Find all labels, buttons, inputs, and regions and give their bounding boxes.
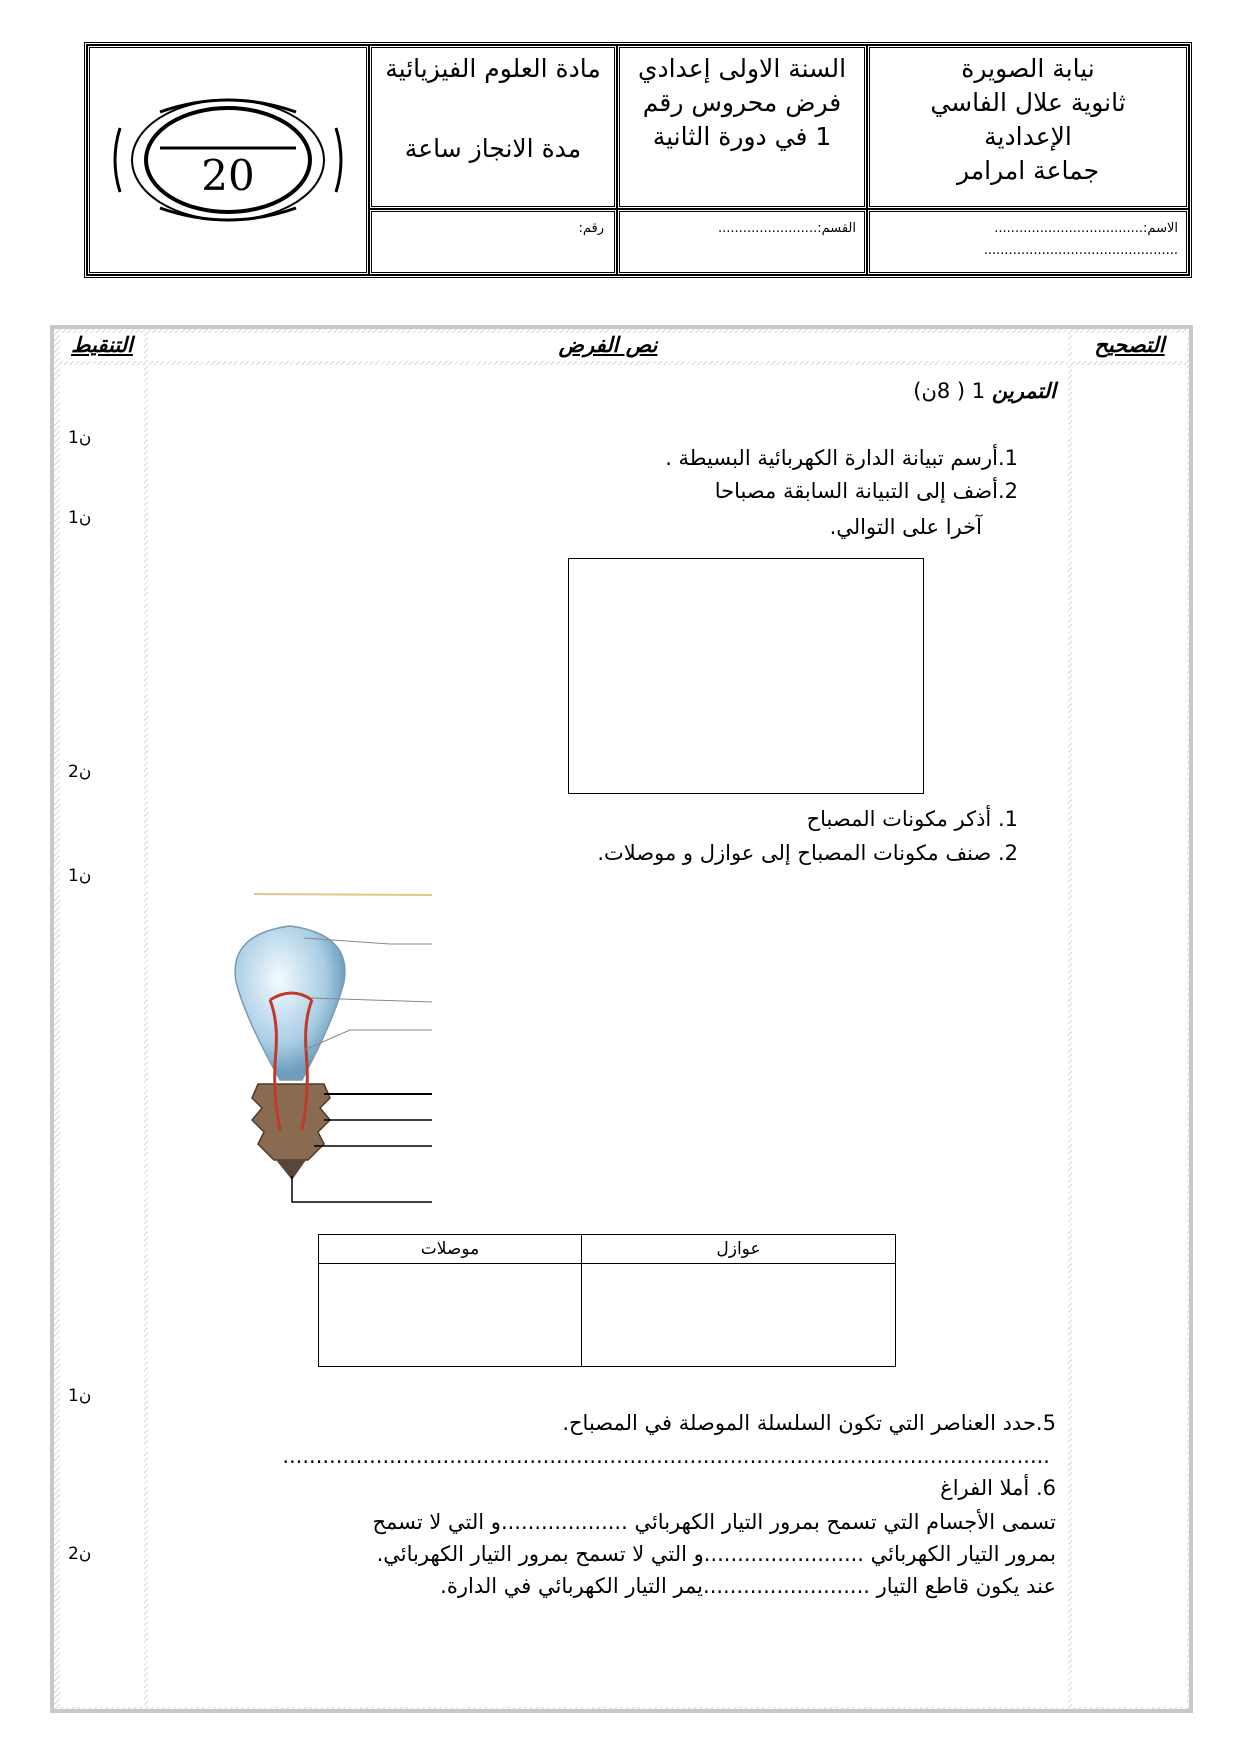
- lamp-diagram: [220, 890, 436, 1206]
- exam-text-header: نص الفرض: [148, 333, 1068, 361]
- school-cell: [867, 45, 1189, 209]
- question-2a: 2.أضف إلى التبيانة السابقة مصباحا: [714, 479, 1018, 503]
- question-5-answer-line[interactable]: ...................................................................................................................: [282, 1444, 1050, 1468]
- points-q3: 2ن: [68, 762, 92, 782]
- class-label[interactable]: القسم:........................: [718, 221, 856, 236]
- drawing-box[interactable]: [568, 558, 924, 794]
- correction-column: [1072, 365, 1187, 1707]
- fill-sentence-3[interactable]: عند يكون قاطع التيار .........................يمر التيار الكهربائي في الدارة.: [440, 1574, 1056, 1598]
- conductors-header: موصلات: [319, 1235, 582, 1264]
- points-q6: 2ن: [68, 1544, 92, 1564]
- insulators-header: عوازل: [582, 1235, 896, 1264]
- subject: مادة العلوم الفيزيائية: [385, 54, 601, 83]
- level-cell: [617, 45, 867, 209]
- points-q2: 1ن: [68, 508, 92, 528]
- question-4: 2. صنف مكونات المصباح إلى عوازل و موصلات.: [597, 841, 1018, 865]
- level-line3: 1 في دورة الثانية: [652, 122, 832, 151]
- fill-sentence-1[interactable]: تسمى الأجسام التي تسمح بمرور التيار الكهربائي ...................و التي لا تسمح: [372, 1510, 1056, 1534]
- school-line4: جماعة امرامر: [956, 156, 1100, 185]
- question-3: 1. أذكر مكونات المصباح: [806, 807, 1018, 831]
- bulb-glass: [235, 926, 345, 1080]
- score-cell: [87, 45, 369, 275]
- exercise-title: [913, 377, 1056, 405]
- lamp-base: [252, 1084, 330, 1160]
- name-label[interactable]: الاسم:....................................: [994, 221, 1178, 236]
- points-q5: 1ن: [68, 1386, 92, 1406]
- conductors-cell[interactable]: [319, 1264, 582, 1367]
- exercise-number: 1 ( 8ن): [913, 379, 986, 403]
- class-cell: [617, 209, 867, 275]
- level-line1: السنة الاولى إعدادي: [637, 54, 847, 83]
- question-2b: آخرا على التوالي.: [829, 515, 982, 539]
- number-label[interactable]: رقم:: [578, 221, 604, 236]
- classification-table: [318, 1234, 896, 1367]
- question-6: 6. أملا الفراغ: [940, 1476, 1056, 1500]
- grading-header: التنقيط: [60, 333, 144, 361]
- points-q4: 1ن: [68, 866, 92, 886]
- name-dots[interactable]: ...............................................: [983, 243, 1178, 258]
- school-line2: ثانوية علال الفاسي: [930, 88, 1126, 117]
- school-line3: الإعدادية: [984, 122, 1072, 151]
- subject-cell: [369, 45, 617, 209]
- fill-sentence-2[interactable]: بمرور التيار الكهربائي ........................و التي لا تسمح بمرور التيار الكهربائي.: [376, 1542, 1056, 1566]
- question-1: 1.أرسم تبيانة الدارة الكهربائية البسيطة .: [665, 446, 1018, 470]
- school-line1: نيابة الصويرة: [961, 54, 1095, 83]
- points-q1: 1ن: [68, 428, 92, 448]
- correction-header: التصحيح: [1072, 333, 1187, 361]
- level-line2: فرض محروس رقم: [642, 88, 842, 117]
- name-cell: [867, 209, 1189, 275]
- question-5: 5.حدد العناصر التي تكون السلسلة الموصلة في المصباح.: [562, 1411, 1056, 1435]
- score-value: 20: [201, 151, 255, 200]
- number-cell: [369, 209, 617, 275]
- insulators-cell[interactable]: [582, 1264, 896, 1367]
- exercise-label: التمرين: [991, 379, 1056, 403]
- header-table: [84, 42, 1192, 278]
- grading-column: [60, 365, 144, 1707]
- duration: مدة الانجاز ساعة: [404, 134, 582, 163]
- lamp-contact: [276, 1160, 306, 1180]
